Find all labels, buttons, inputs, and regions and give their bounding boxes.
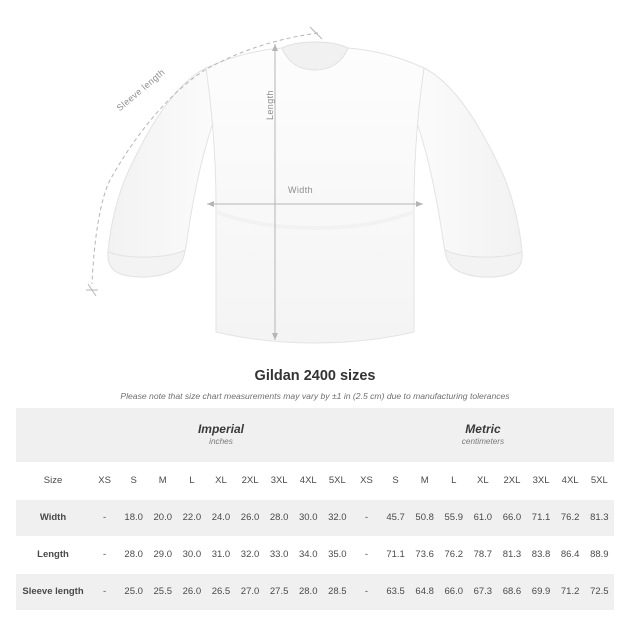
cell-length-imperial-xl: 31.0: [206, 536, 235, 573]
size-cell-imperial-l: L: [177, 462, 206, 499]
title-block: [0, 368, 630, 401]
size-cell-metric-xl: XL: [468, 462, 497, 499]
imperial-unit-label: inches: [209, 436, 233, 446]
shirt-body: [206, 48, 424, 343]
unit-group-metric: [352, 408, 614, 462]
metric-unit-label: centimeters: [461, 436, 505, 446]
cell-length-metric-4xl: 86.4: [556, 536, 585, 573]
cell-length-metric-5xl: 88.9: [585, 536, 614, 573]
cell-length-metric-s: 71.1: [381, 536, 410, 573]
cell-width-metric-l: 55.9: [439, 499, 468, 536]
cell-sleeve-imperial-2xl: 27.0: [240, 586, 260, 597]
cell-length-imperial-4xl: 34.0: [294, 536, 323, 573]
cell-length-metric-2xl: 81.3: [497, 536, 526, 573]
cell-width-metric-2xl: 66.0: [497, 499, 526, 536]
cell-sleeve-metric-2xl: 68.6: [502, 586, 522, 597]
cell-width-metric-xl: 61.0: [468, 499, 497, 536]
cell-sleeve-metric-m: 64.8: [415, 586, 434, 597]
size-cell-metric-2xl: 2XL: [497, 462, 526, 499]
cell-length-metric-m: 73.6: [410, 536, 439, 573]
unit-header-row: [16, 408, 614, 462]
cell-sleeve-metric-3xl: 69.9: [531, 586, 551, 597]
cell-sleeve-imperial-m: 25.5: [153, 586, 173, 597]
size-cell-imperial-2xl: 2XL: [236, 462, 265, 499]
length-dimension-label: Length: [265, 90, 275, 120]
cell-width-metric-m: 50.8: [410, 499, 439, 536]
row-label-sleeve-length: Sleeve length: [22, 586, 84, 597]
width-arrow-right: [416, 201, 423, 207]
cell-width-imperial-s: 18.0: [119, 499, 148, 536]
size-cell-imperial-5xl: 5XL: [323, 462, 352, 499]
cell-sleeve-metric-xs: -: [364, 586, 369, 597]
cell-sleeve-metric-l: 66.0: [444, 586, 463, 597]
cell-width-imperial-l: 22.0: [177, 499, 206, 536]
cell-width-metric-3xl: 71.1: [526, 499, 555, 536]
cell-width-imperial-5xl: 32.0: [323, 499, 352, 536]
cell-length-imperial-xs: -: [90, 536, 119, 573]
imperial-system-label: Imperial: [197, 421, 244, 436]
size-cell-imperial-xl: XL: [206, 462, 235, 499]
sleeve-dimension-label: Sleeve length: [114, 66, 167, 113]
cell-width-imperial-m: 20.0: [148, 499, 177, 536]
cell-width-imperial-xs: -: [90, 499, 119, 536]
row-label-length: Length: [16, 536, 90, 573]
cell-sleeve-imperial-xs: -: [102, 586, 107, 597]
cell-sleeve-imperial-3xl: 27.5: [269, 586, 289, 597]
cell-sleeve-metric-s: 63.5: [386, 586, 405, 597]
cell-sleeve-imperial-4xl: 28.0: [298, 586, 318, 597]
cell-length-imperial-m: 29.0: [148, 536, 177, 573]
size-cell-metric-s: S: [381, 462, 410, 499]
width-dimension-label: Width: [288, 185, 314, 195]
sleeve-tick-top: [310, 27, 322, 39]
size-cell-metric-m: M: [410, 462, 439, 499]
size-cell-metric-xs: XS: [352, 462, 381, 499]
cell-length-metric-l: 76.2: [439, 536, 468, 573]
cell-sleeve-metric-xl: 67.3: [473, 586, 493, 597]
table-row: [16, 499, 614, 536]
row-label-width: Width: [16, 499, 90, 536]
cell-length-imperial-l: 30.0: [177, 536, 206, 573]
cell-width-imperial-2xl: 26.0: [236, 499, 265, 536]
cell-sleeve-imperial-xl: 26.5: [211, 586, 231, 597]
size-cell-imperial-m: M: [148, 462, 177, 499]
metric-system-label: Metric: [465, 421, 501, 436]
cell-width-metric-5xl: 81.3: [585, 499, 614, 536]
size-cell-metric-3xl: 3XL: [526, 462, 555, 499]
cell-width-imperial-3xl: 28.0: [265, 499, 294, 536]
cell-length-metric-xl: 78.7: [468, 536, 497, 573]
cell-width-metric-4xl: 76.2: [556, 499, 585, 536]
size-cell-imperial-3xl: 3XL: [265, 462, 294, 499]
tolerance-note: Please note that size chart measurements may vary by ±1 in (2.5 cm) due to manufacturing tolerances: [120, 391, 510, 401]
cell-sleeve-imperial-l: 26.0: [182, 586, 202, 597]
length-arrow-top: [272, 44, 278, 51]
size-header-cell: Size: [16, 462, 90, 499]
cell-width-metric-s: 45.7: [381, 499, 410, 536]
cell-sleeve-metric-5xl: 72.5: [590, 586, 609, 597]
size-cell-imperial-xs: XS: [90, 462, 119, 499]
table-row: [16, 573, 614, 610]
cell-length-imperial-3xl: 33.0: [265, 536, 294, 573]
size-table-wrap: [16, 408, 614, 610]
size-cell-metric-4xl: 4XL: [556, 462, 585, 499]
cell-length-metric-xs: -: [352, 536, 381, 573]
cell-width-imperial-4xl: 30.0: [294, 499, 323, 536]
cell-sleeve-metric-4xl: 71.2: [560, 586, 580, 597]
unit-header-spacer: [16, 408, 90, 462]
cell-sleeve-imperial-s: 25.0: [124, 586, 143, 597]
size-cell-imperial-4xl: 4XL: [294, 462, 323, 499]
width-arrow-left: [207, 201, 214, 207]
size-table: [16, 408, 614, 610]
right-sleeve: [416, 68, 522, 277]
size-header-row: [16, 462, 614, 499]
cell-width-imperial-xl: 24.0: [206, 499, 235, 536]
cell-length-metric-3xl: 83.8: [526, 536, 555, 573]
cell-length-imperial-5xl: 35.0: [323, 536, 352, 573]
page-title: Gildan 2400 sizes: [254, 368, 376, 384]
cell-length-imperial-2xl: 32.0: [236, 536, 265, 573]
table-row: [16, 536, 614, 573]
size-cell-imperial-s: S: [119, 462, 148, 499]
size-cell-metric-l: L: [439, 462, 468, 499]
cell-sleeve-imperial-5xl: 28.5: [328, 586, 347, 597]
cell-length-imperial-s: 28.0: [119, 536, 148, 573]
cell-width-metric-xs: -: [352, 499, 381, 536]
size-cell-metric-5xl: 5XL: [585, 462, 614, 499]
unit-group-imperial: [90, 408, 352, 462]
